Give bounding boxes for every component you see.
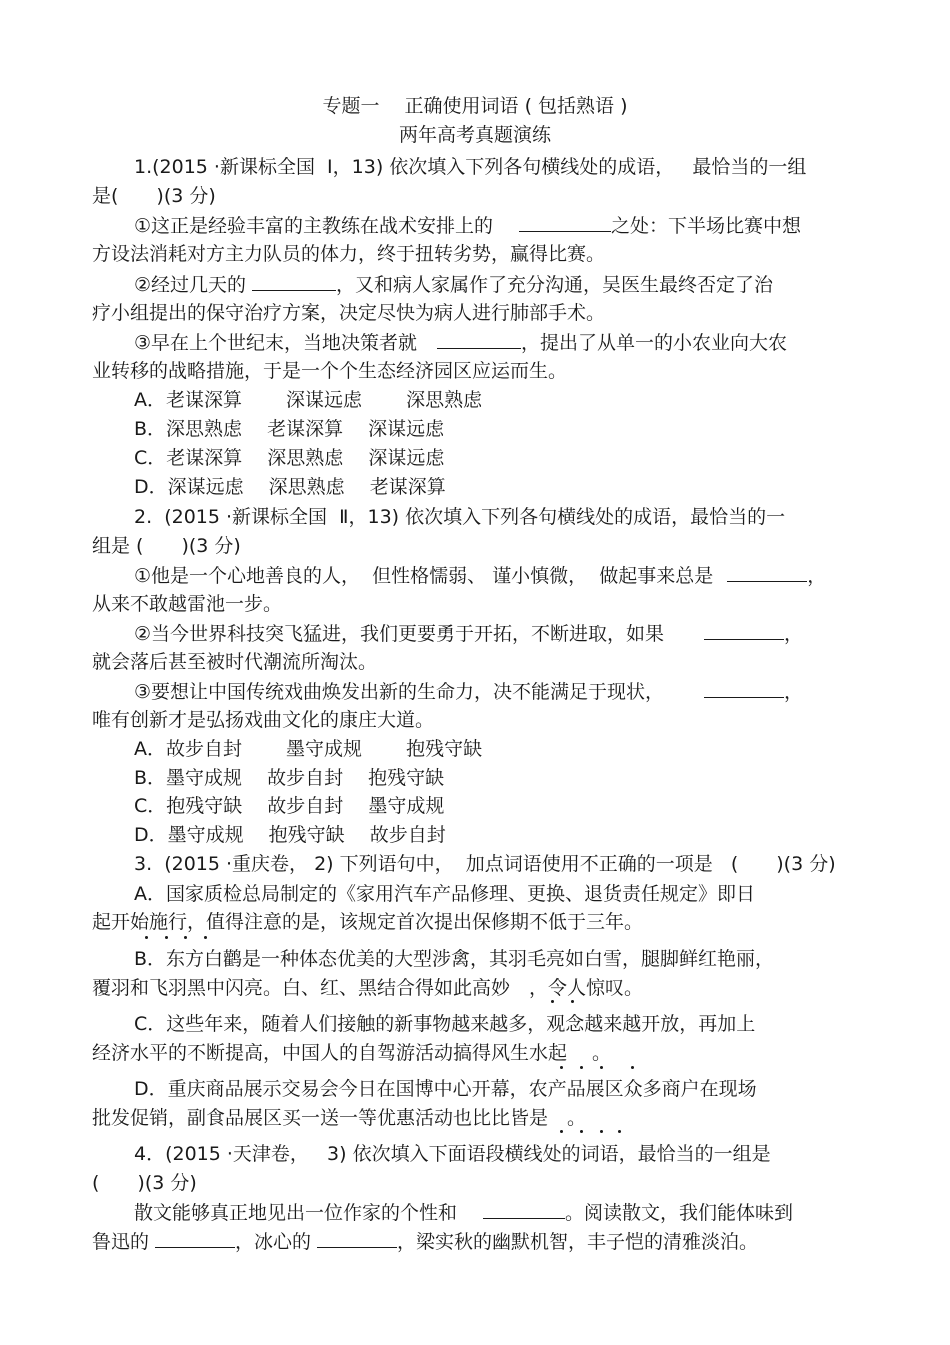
q1-sentence-3: ③早在上个世纪末，当地决策者就 ，提出了从单一的小农业向大农	[134, 328, 867, 357]
answer-blank	[252, 270, 336, 291]
q2-option-a: A．故步自封 墨守成规 抱残守缺	[134, 738, 483, 760]
q1-stem: 1.(2015 ·新课标全国 Ⅰ，13) 依次填入下列各句横线处的成语， 最恰当的一组	[134, 156, 807, 178]
q2-option-d: D．墨守成规 抱残守缺 故步自封	[134, 824, 446, 846]
q1-sentence-1-cont: 方设法消耗对方主力队员的体力，终于扭转劣势，赢得比赛。	[92, 243, 606, 265]
q1-option-d: D．深谋远虑 深思熟虑 老谋深算	[134, 476, 446, 498]
emphasis-dot	[571, 1000, 574, 1003]
q4-stem-cont: ( )(3 分)	[92, 1172, 197, 1194]
q2-sentence-2-cont: 就会落后甚至被时代潮流所淘汰。	[92, 651, 378, 673]
q3-option-d: D．重庆商品展示交易会今日在国博中心开幕，农产品展区众多商户在现场	[134, 1078, 757, 1100]
q2-sentence-3-cont: 唯有创新才是弘扬戏曲文化的康庄大道。	[92, 709, 435, 731]
q1-option-a: A．老谋深算 深谋远虑 深思熟虑	[134, 389, 483, 411]
emphasis-dot	[631, 1066, 634, 1069]
answer-blank	[727, 561, 807, 582]
q3-option-a-cont: 起开始施行，值得注意的是，该规定首次提出保修期不低于三年。	[92, 911, 644, 933]
q3-option-d-cont: 批发促销，副食品展区买一送一等优惠活动也比比皆是 。	[92, 1107, 587, 1129]
answer-blank	[704, 619, 784, 640]
q2-sentence-1: ①他是一个心地善良的人， 但性格懦弱、 谨小慎微， 做起事来总是 ，	[134, 561, 867, 590]
emphasis-dot	[618, 1130, 621, 1133]
q4-passage-1: 散文能够真正地见出一位作家的个性和 。阅读散文，我们能体味到	[134, 1198, 867, 1227]
q3-option-c: C．这些年来，随着人们接触的新事物越来越多，观念越来越开放，再加上	[134, 1013, 756, 1035]
emphasis-dot	[580, 1130, 583, 1133]
answer-blank	[519, 211, 611, 232]
answer-blank	[317, 1227, 397, 1248]
q2-sentence-1-cont: 从来不敢越雷池一步。	[92, 593, 283, 615]
q3-option-b-cont: 覆羽和飞羽黑中闪亮。白、红、黑结合得如此高妙 ，令人惊叹。	[92, 977, 644, 999]
q3-stem: 3. (2015 ·重庆卷， 2) 下列语句中， 加点词语使用不正确的一项是 ( )(3 分)	[134, 853, 836, 875]
q1-stem-cont: 是( )(3 分)	[92, 185, 216, 207]
emphasis-dot	[145, 936, 148, 939]
emphasis-dot	[560, 1066, 563, 1069]
q2-sentence-3: ③要想让中国传统戏曲焕发出新的生命力，决不能满足于现状， ，	[134, 677, 867, 706]
emphasis-dot	[184, 936, 187, 939]
emphasis-dot	[551, 1000, 554, 1003]
q2-sentence-2: ②当今世界科技突飞猛进，我们更要勇于开拓，不断进取，如果 ，	[134, 619, 867, 648]
emphasis-dot	[165, 936, 168, 939]
q1-sentence-1: ①这正是经验丰富的主教练在战术安排上的 之处：下半场比赛中想	[134, 211, 867, 240]
q3-option-c-cont: 经济水平的不断提高，中国人的自驾游活动搞得风生水起 。	[92, 1042, 612, 1064]
q2-stem-cont: 组是 ( )(3 分)	[92, 535, 241, 557]
q1-option-b: B．深思熟虑 老谋深算 深谋远虑	[134, 418, 445, 440]
emphasis-dot	[600, 1066, 603, 1069]
emphasis-dot	[204, 936, 207, 939]
section-subtitle: 两年高考真题演练	[398, 124, 551, 146]
answer-blank	[437, 328, 521, 349]
q1-option-c: C．老谋深算 深思熟虑 深谋远虑	[134, 447, 445, 469]
q3-option-a: A．国家质检总局制定的《家用汽车产品修理、更换、退货责任规定》即日	[134, 883, 755, 905]
q1-sentence-3-cont: 业转移的战略措施，于是一个个生态经济园区应运而生。	[92, 360, 568, 382]
q1-sentence-2-cont: 疗小组提出的保守治疗方案，决定尽快为病人进行肺部手术。	[92, 302, 606, 324]
q4-passage-2: 鲁迅的 ，冰心的 ，梁实秋的幽默机智，丰子恺的清雅淡泊。	[92, 1227, 867, 1256]
emphasis-dot	[580, 1066, 583, 1069]
answer-blank	[483, 1198, 565, 1219]
emphasis-dot	[560, 1130, 563, 1133]
answer-blank	[155, 1227, 235, 1248]
answer-blank	[704, 677, 784, 698]
q1-sentence-2: ②经过几天的 ，又和病人家属作了充分沟通，吴医生最终否定了治	[134, 270, 867, 299]
section-title: 专题一 正确使用词语 ( 包括熟语 )	[322, 95, 628, 117]
q4-stem: 4．(2015 ·天津卷， 3) 依次填入下面语段横线处的词语，最恰当的一组是	[134, 1143, 771, 1165]
q2-option-c: C．抱残守缺 故步自封 墨守成规	[134, 795, 445, 817]
q3-option-b: B．东方白鹳是一种体态优美的大型涉禽，其羽毛亮如白雪，腿脚鲜红艳丽，	[134, 948, 775, 970]
q2-stem: 2. (2015 ·新课标全国 Ⅱ，13) 依次填入下列各句横线处的成语，最恰当的一	[134, 506, 786, 528]
emphasis-dot	[600, 1130, 603, 1133]
q2-option-b: B．墨守成规 故步自封 抱残守缺	[134, 767, 445, 789]
